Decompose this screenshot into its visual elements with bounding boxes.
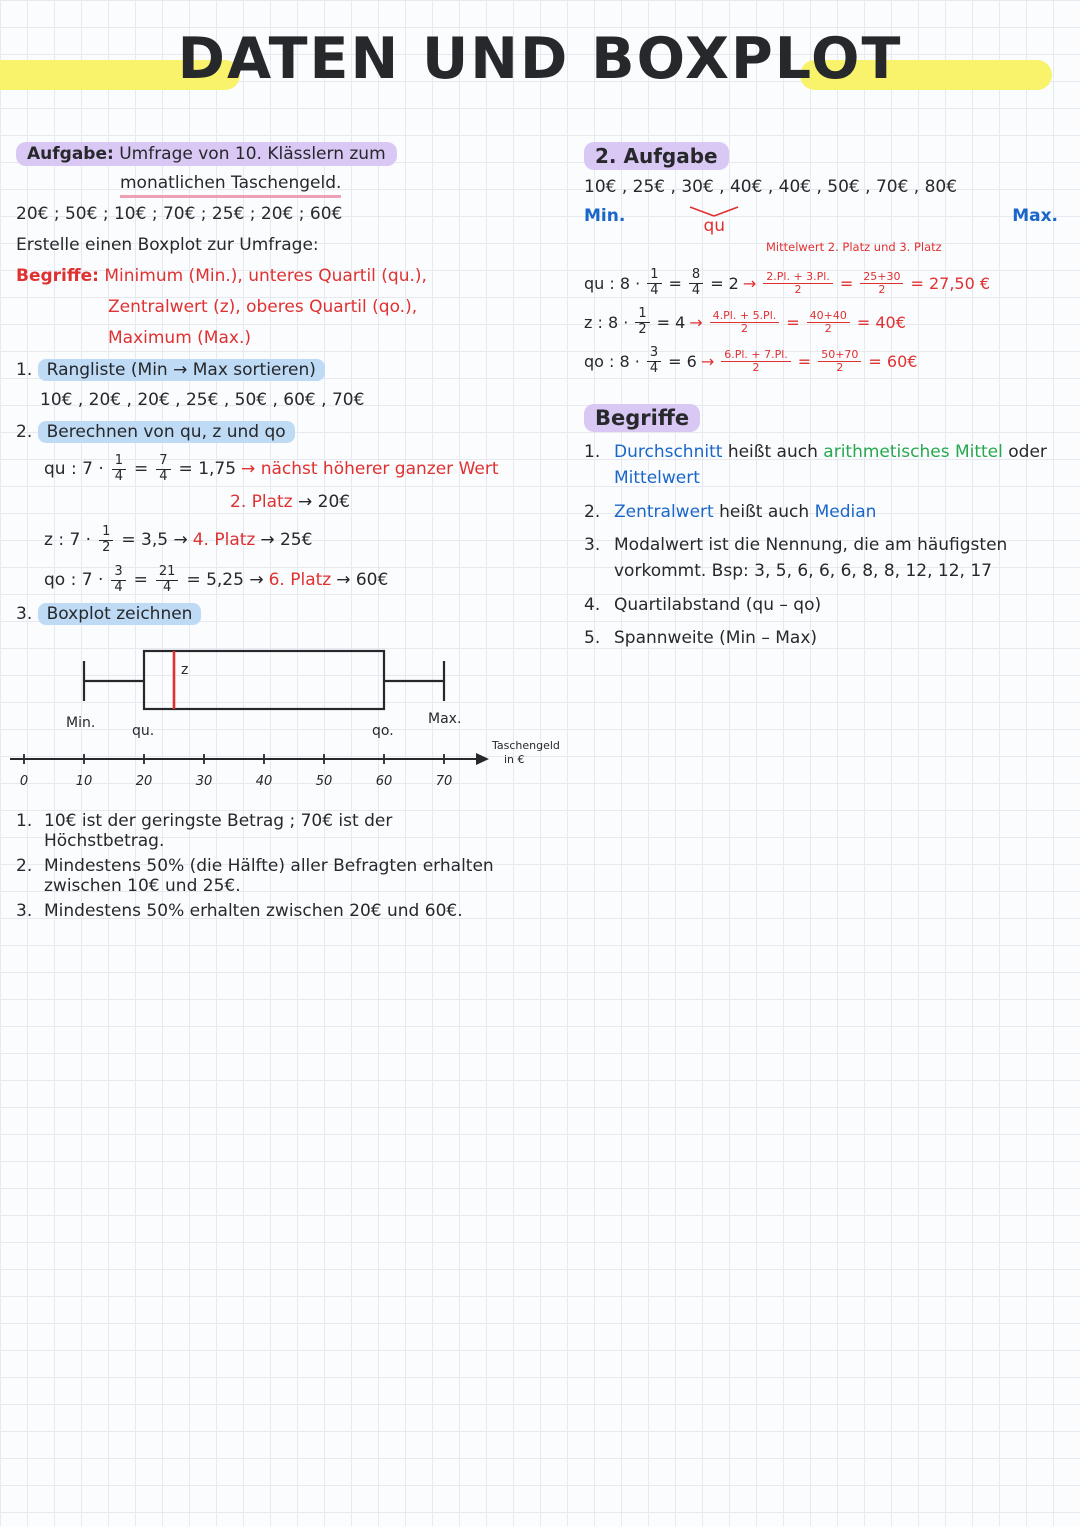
qo-eq2: = 5,25 → [186, 570, 264, 590]
z2-eq1: = 4 [656, 312, 686, 332]
qu-head: qu : 7 · [44, 459, 104, 479]
title-area [0, 26, 1080, 122]
qu-annotation-label: qu [703, 216, 726, 236]
qo-eq1: = [133, 570, 148, 590]
qu-fraction-2: $\frac{7}{4}$ [156, 454, 170, 483]
z-result: → 25€ [260, 530, 313, 550]
note3-number: 3. [16, 901, 33, 921]
boxplot-qu-label: qu. [132, 723, 155, 739]
qo2-calculation [584, 344, 1064, 378]
z2-fraction-3: $\frac{40+40}{2}$ [807, 310, 850, 335]
boxplot-min-label: Min. [66, 715, 96, 731]
left-column [16, 142, 568, 926]
z-head: z : 7 · [44, 530, 92, 550]
tick-60: 60 [375, 774, 393, 789]
boxplot-chart [10, 637, 562, 807]
step1-title: Rangliste (Min → Max sortieren) [38, 359, 325, 381]
b2-text: Zentralwert heißt auch Median [614, 501, 877, 522]
qu2-arrow: → [742, 273, 757, 293]
qu-eq1: = [134, 459, 149, 479]
tick-30: 30 [195, 774, 213, 789]
qo-result: → 60€ [336, 570, 389, 590]
note1-number: 1. [16, 811, 33, 831]
boxplot-max-label: Max. [428, 711, 462, 727]
begriffe-title: Begriffe [584, 404, 700, 432]
z-eq: = 3,5 → [121, 530, 188, 550]
interpretation-note-2 [16, 856, 568, 896]
z2-result: = 40€ [856, 312, 906, 332]
qu-annotation [687, 206, 741, 235]
step2-number: 2. [16, 422, 33, 442]
z2-fraction-2: $\frac{4.Pl. + 5.Pl.}{2}$ [710, 310, 780, 335]
b5-number: 5. [584, 628, 601, 649]
note3-text: Mindestens 50% erhalten zwischen 20€ und 60€. [44, 901, 463, 921]
qo2-eq1: = 6 [668, 351, 697, 371]
z2-fraction-1: $\frac{1}{2}$ [635, 307, 649, 336]
qu2-eq3: = [839, 273, 854, 293]
qu-eq2: = 1,75 [178, 459, 237, 479]
x-axis-arrowhead [476, 753, 489, 765]
step1-heading [16, 359, 568, 383]
begriffe-text1: Minimum (Min.), unteres Quartil (qu.), [104, 266, 427, 286]
tick-0: 0 [19, 774, 29, 789]
interpretation-note-3 [16, 901, 568, 921]
task-heading [16, 142, 568, 166]
axis-title-line1: Taschengeld [492, 739, 560, 752]
task-line1: Umfrage von 10. Klässlern zum [119, 144, 386, 164]
axis-title-line2: in € [504, 753, 525, 766]
qo2-fraction-1: $\frac{3}{4}$ [647, 346, 661, 375]
step2-heading [16, 421, 568, 445]
step1-number: 1. [16, 360, 33, 380]
task-values: 20€ ; 50€ ; 10€ ; 70€ ; 25€ ; 20€ ; 60€ [16, 204, 343, 224]
qo2-head: qo : 8 · [584, 351, 640, 371]
begriffe-item-1 [584, 439, 1064, 492]
b5-text: Spannweite (Min – Max) [614, 628, 818, 649]
tick-50: 50 [315, 774, 333, 789]
step2-title: Berechnen von qu, z und qo [38, 421, 295, 443]
begriffe-label: Begriffe: [16, 266, 99, 286]
qu2-head: qu : 8 · [584, 273, 641, 293]
tick-20: 20 [135, 774, 153, 789]
tick-70: 70 [435, 774, 453, 789]
task-label: Aufgabe: [27, 144, 114, 164]
task2-title: 2. Aufgabe [584, 142, 729, 170]
qu-note: → nächst höherer ganzer Wert [241, 459, 499, 479]
begriffe-line1 [16, 266, 568, 290]
task-heading-line2 [120, 173, 568, 197]
qu2-fraction-2: $\frac{8}{4}$ [689, 268, 703, 297]
qo-fraction-1: $\frac{3}{4}$ [111, 565, 125, 594]
b4-text: Quartilabstand (qu – qo) [614, 594, 822, 615]
note1-text: 10€ ist der geringste Betrag ; 70€ ist der Höchstbetrag. [44, 811, 393, 851]
b1-number: 1. [584, 442, 601, 462]
qo-head: qo : 7 · [44, 570, 104, 590]
note2-text: Mindestens 50% (die Hälfte) aller Befragten erhalten zwischen 10€ und 25€. [44, 856, 494, 896]
interpretation-note-1 [16, 811, 568, 851]
qu2-eq2: = 2 [710, 273, 739, 293]
boxplot-z-label: z [181, 662, 189, 678]
task-instruction: Erstelle einen Boxplot zur Umfrage: [16, 235, 319, 255]
boxplot-box [144, 651, 384, 709]
qo2-fraction-2: $\frac{6.Pl. + 7.Pl.}{2}$ [721, 349, 791, 374]
z-place: 4. Platz [192, 530, 256, 550]
begriffe-line2: Zentralwert (z), oberes Quartil (qo.), [108, 297, 418, 317]
task-heading-highlight [16, 142, 397, 166]
task2-values: 10€ , 25€ , 30€ , 40€ , 40€ , 50€ , 70€ , 80€ [584, 177, 958, 197]
b2-number: 2. [584, 501, 601, 522]
z2-calculation [584, 305, 1064, 339]
task2-heading [584, 142, 1064, 170]
qu-place-line [230, 492, 568, 516]
qu-result: → 20€ [298, 492, 351, 512]
begriffe-item-5 [584, 625, 1064, 651]
b3-number: 3. [584, 535, 601, 556]
begriffe-heading [584, 404, 1064, 432]
max-annotation: Max. [1012, 206, 1058, 226]
begriffe-item-2 [584, 499, 1064, 525]
qu-place: 2. Platz [230, 492, 293, 512]
step3-number: 3. [16, 604, 33, 624]
qu2-eq1: = [668, 273, 682, 293]
qu2-fraction-4: $\frac{25+30}{2}$ [860, 271, 903, 296]
qo2-result: = 60€ [868, 351, 918, 371]
min-annotation: Min. [584, 206, 626, 226]
qo2-eq2: = [797, 351, 812, 371]
qu-calculation [44, 452, 568, 486]
qu2-fraction-3: $\frac{2.Pl. + 3.Pl.}{2}$ [763, 271, 833, 296]
qu2-result: = 27,50 € [910, 273, 991, 293]
qu-fraction-1: $\frac{1}{4}$ [112, 454, 126, 483]
qo2-arrow: → [700, 351, 715, 371]
z-fraction-1: $\frac{1}{2}$ [99, 525, 113, 554]
z-calculation [44, 523, 568, 557]
begriffe-item-3 [584, 532, 1064, 585]
page-title: DATEN UND BOXPLOT [177, 26, 903, 92]
qo-calculation [44, 563, 568, 597]
b1-text: Durchschnitt heißt auch arithmetisches Mittel oder Mittelwert [614, 442, 1047, 489]
boxplot-qo-label: qo. [372, 723, 394, 739]
tick-10: 10 [75, 774, 93, 789]
z2-eq2: = [786, 312, 800, 332]
value-annotations [584, 206, 1064, 240]
z2-head: z : 8 · [584, 312, 629, 332]
note2-number: 2. [16, 856, 33, 876]
begriffe-item-4 [584, 592, 1064, 618]
step3-title: Boxplot zeichnen [38, 603, 202, 625]
b4-number: 4. [584, 594, 601, 615]
qu2-fraction-1: $\frac{1}{4}$ [647, 268, 661, 297]
task-line2: monatlichen Taschengeld. [120, 173, 341, 198]
step1-values: 10€ , 20€ , 20€ , 25€ , 50€ , 60€ , 70€ [40, 390, 365, 410]
mittelwert-note: Mittelwert 2. Platz und 3. Platz [766, 240, 942, 254]
qo-fraction-2: $\frac{21}{4}$ [156, 565, 179, 594]
qu2-calculation [584, 266, 1064, 300]
step3-heading [16, 603, 568, 627]
begriffe-line3: Maximum (Max.) [108, 328, 251, 348]
tick-40: 40 [255, 774, 273, 789]
qo-place: 6. Platz [268, 570, 332, 590]
z2-arrow: → [689, 312, 703, 332]
b3-text: Modalwert ist die Nennung, die am häufigsten vorkommt. Bsp: 3, 5, 6, 6, 6, 8, 8, 12, 12, 17 [614, 535, 1008, 582]
qo2-fraction-3: $\frac{50+70}{2}$ [818, 349, 861, 374]
right-column [584, 142, 1064, 658]
